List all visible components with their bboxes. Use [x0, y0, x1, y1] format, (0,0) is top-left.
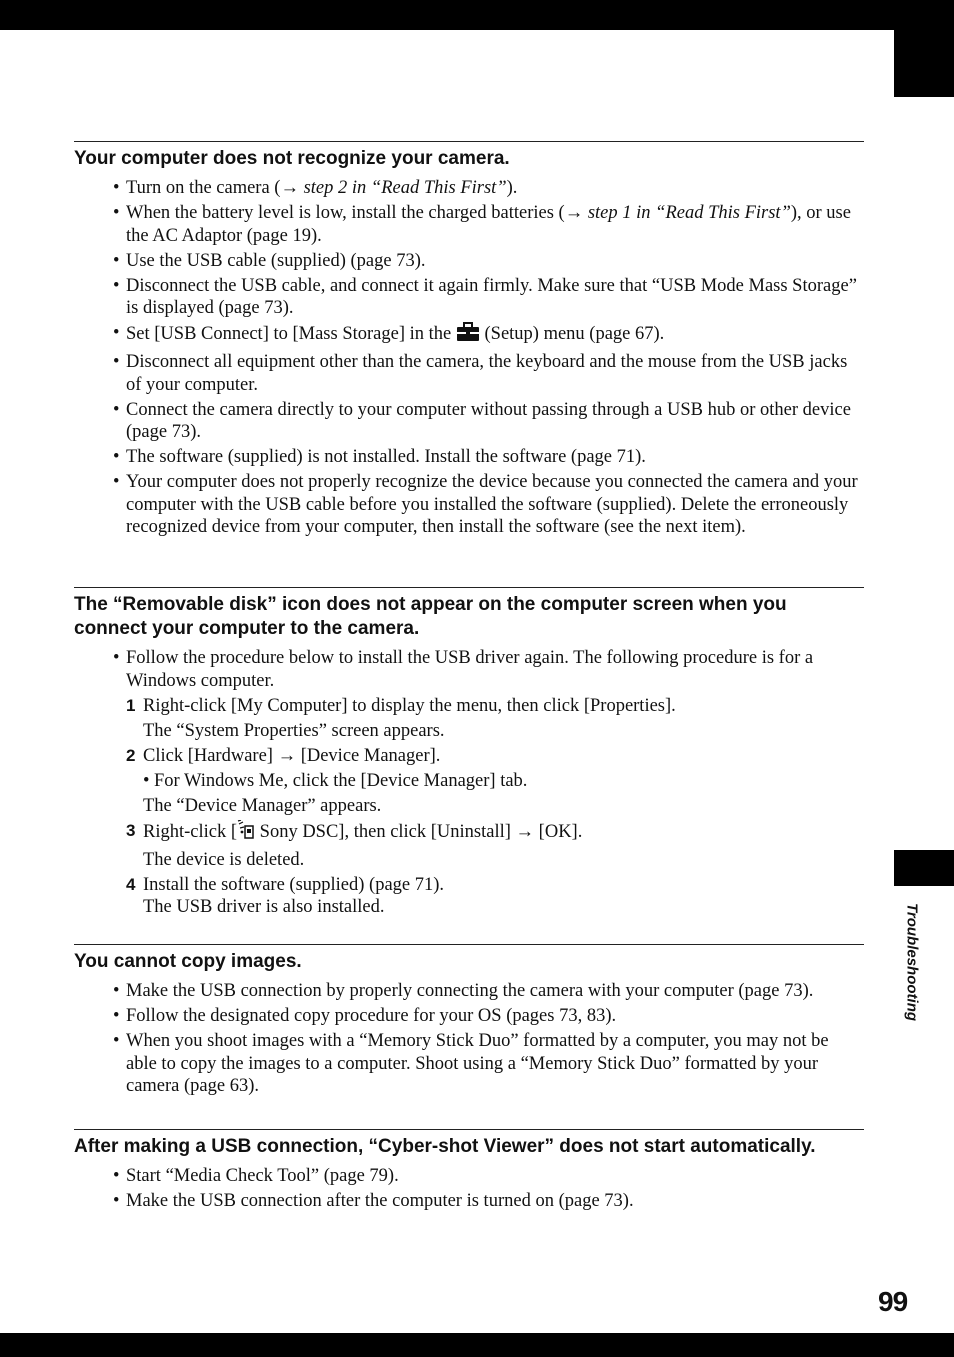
camera-device-icon [237, 820, 255, 847]
list-item: • Follow the designated copy procedure for your OS (pages 73, 83). [113, 1006, 617, 1026]
step-item [126, 695, 864, 743]
section-viewer-not-start [74, 1129, 864, 1215]
chapter-thumb-tab [894, 850, 954, 886]
section-heading: The “Removable disk” icon does not appear on the computer screen when you connect your computer to the camera. [74, 594, 787, 639]
list-item: • When the battery level is low, install the charged batteries (→ step 1 in “Read This First”), or use the AC Adaptor (page 19). [113, 203, 851, 246]
list-item: • The software (supplied) is not installed. Install the software (page 71). [113, 447, 646, 467]
chapter-side-label-text: Troubleshooting [903, 902, 921, 1022]
list-item: • Turn on the camera (→ step 2 in “Read This First”). [113, 178, 518, 198]
step-number: 1 [126, 695, 136, 715]
step-item [126, 820, 864, 872]
list-item: • Your computer does not properly recognize the device because you connected the camera and your computer with the USB cable before you installed the software (supplied). Delete the erroneously recognized device from your computer, then install the software (see the next item). [113, 472, 858, 537]
list-item: • Connect the camera directly to your computer without passing through a USB hub or other device (page 73). [113, 399, 851, 442]
list-item: • Disconnect the USB cable, and connect it again firmly. Make sure that “USB Mode Mass Storage” is displayed (page 73). [113, 275, 857, 318]
bullet-list [74, 177, 864, 539]
step-text: Right-click [My Computer] to display the menu, then click [Properties]. [143, 695, 676, 716]
top-black-bar [0, 0, 954, 30]
step-item [126, 874, 864, 919]
section-heading: Your computer does not recognize your camera. [74, 148, 510, 169]
bullet-list [74, 1165, 864, 1213]
section-not-recognized [74, 141, 864, 541]
step-result: The device is deleted. [143, 849, 305, 870]
bullet-list [74, 647, 864, 692]
step-note: • For Windows Me, click the [Device Manager] tab. [143, 770, 528, 791]
setup-toolbox-icon [456, 322, 480, 349]
list-item: • Make the USB connection after the computer is turned on (page 73). [113, 1191, 634, 1211]
page-number: 99 [878, 1286, 908, 1317]
step-number: 3 [126, 820, 136, 840]
bottom-black-bar [0, 1333, 954, 1357]
list-item: • Make the USB connection by properly connecting the camera with your computer (page 73). [113, 981, 814, 1001]
list-item: • When you shoot images with a “Memory Stick Duo” formatted by a computer, you may not be able to copy the images to a computer. Shoot using a “Memory Stick Duo” formatted by your camera (page 63). [113, 1031, 829, 1096]
step-text: Click [Hardware] → [Device Manager]. [143, 745, 441, 766]
section-cannot-copy [74, 944, 864, 1100]
step-text: Right-click [ Sony DSC], then click [Uninstall] → [OK]. [143, 820, 864, 847]
list-item: • Use the USB cable (supplied) (page 73). [113, 250, 426, 271]
step-result: The USB driver is also installed. [143, 897, 385, 917]
step-text: Install the software (supplied) (page 71). [143, 874, 445, 895]
step-item [126, 745, 864, 818]
section-heading: After making a USB connection, “Cyber-shot Viewer” does not start automatically. [74, 1136, 816, 1157]
step-number: 4 [126, 874, 136, 894]
step-list [74, 695, 864, 919]
list-item: • Disconnect all equipment other than the camera, the keyboard and the mouse from the USB jacks of your computer. [113, 352, 848, 395]
list-item: • Set [USB Connect] to [Mass Storage] in the (Setup) menu (page 67). [126, 322, 864, 349]
step-result: The “Device Manager” appears. [143, 795, 382, 816]
step-result: The “System Properties” screen appears. [143, 720, 445, 741]
list-item: • Follow the procedure below to install the USB driver again. The following procedure is for a Windows computer. [113, 648, 814, 691]
top-chapter-tab [894, 30, 954, 97]
section-heading: You cannot copy images. [74, 951, 302, 972]
section-removable-disk [74, 587, 864, 921]
bullet-list [74, 980, 864, 1098]
step-number: 2 [126, 745, 136, 765]
list-item: • Start “Media Check Tool” (page 79). [113, 1166, 399, 1186]
